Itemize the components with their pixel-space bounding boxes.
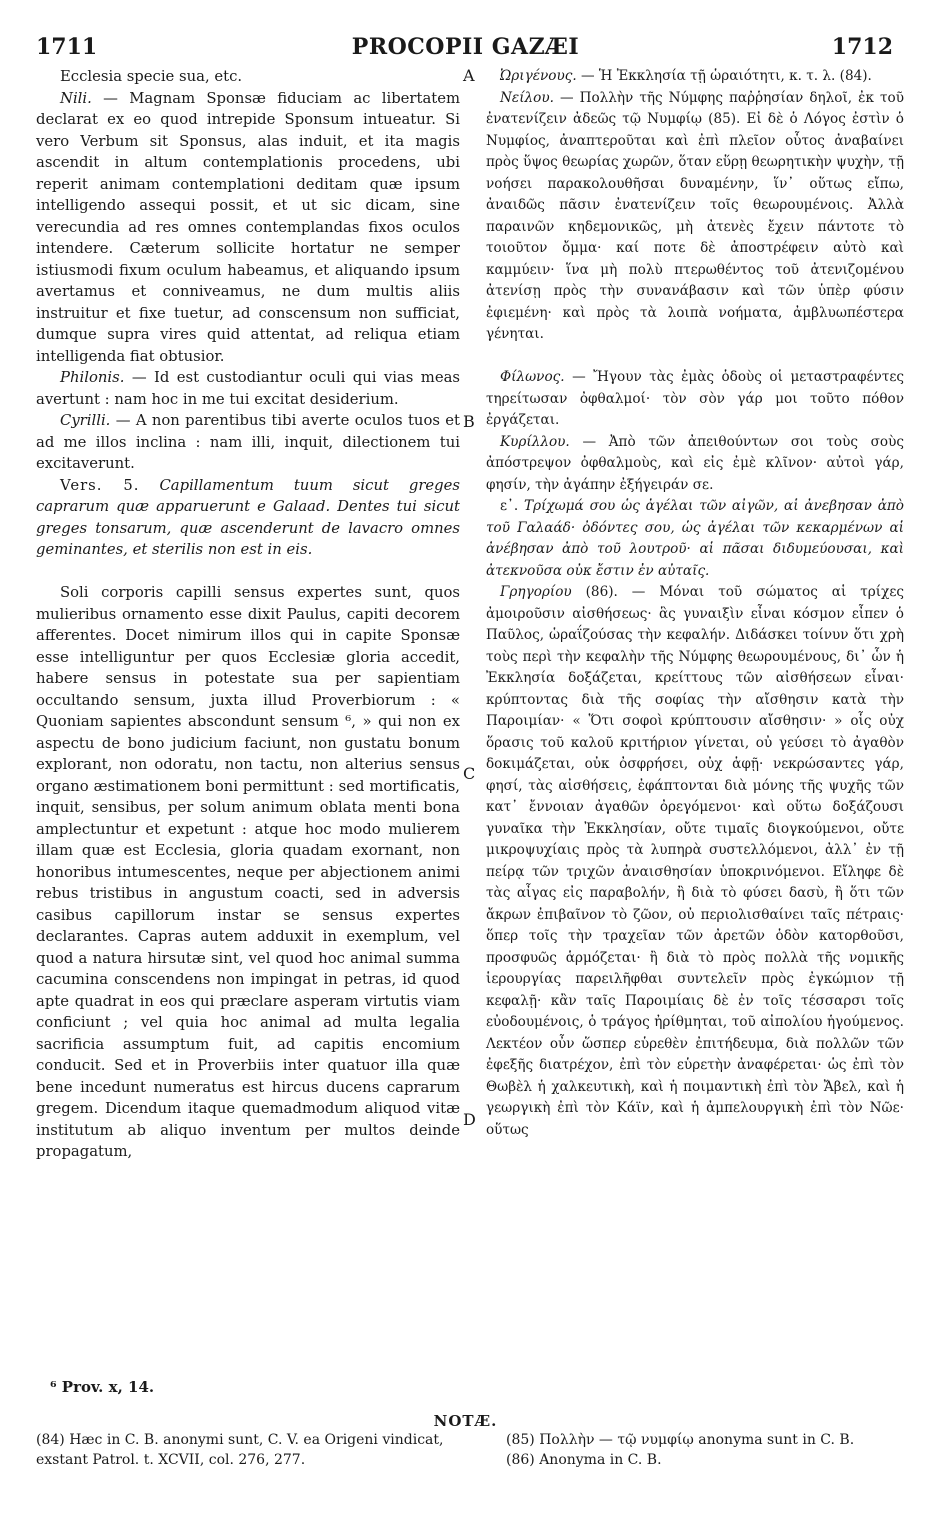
right-column-number: 1712 xyxy=(831,34,893,60)
paragraph-intro: Ecclesia specie sua, etc. xyxy=(60,68,243,85)
paragraph-gregory-text: (86). — Μόναι τοῦ σώματος αἱ τρίχες ἀμοιροῦσιν αἰσθήσεως· ἃς γυναιξὶν εἶναι κόσμον εἶπεν ὁ Παῦλος, ὡραΐζούσας τὴν κεφαλήν. Διδάσκει τοίνυν ὅτι χρὴ τοὺς περὶ τὴν κεφαλὴν τῆς Νύμφης θεωρουμένους, δι᾽ ὧν ἡ Ἐκκλησία δοξάζεται, κρείττους τῶν αἰσθήσεων εἶναι· κρύπτοντας διὰ τῆς σοφίας τὴν αἴσθησιν κατὰ τὴν Παροιμίαν· « Ὅτι σοφοὶ κρύπτουσιν αἴσθησιν· » οἷς οὐχ ὅρασις τοῦ καλοῦ κριτήριον γίνεται, οὐ γεύσει τὸ ἀγαθὸν δοκιμάζεται, οὐκ ὀσφρήσει, οὐχ ἁφῇ· νεκρώσαντες γάρ, φησί, τὰς αἰσθήσεις, ἐφάπτονται διὰ μόνης τῆς ψυχῆς τῶν κατ᾽ ἔννοιαν ἀγαθῶν ὀρεγόμενοι· καὶ οὕτω δοξάζουσι γυναῖκα τὴν Ἐκκλησίαν, οὔτε τιμαῖς διογκούμενοι, οὔτε μικροψυχίαις πρὸς τὰ λυπηρὰ συστελλόμενοι, ἀλλ᾽ ἐν τῇ πείρᾳ τῶν τριχῶν ἀναισθησίαν ὑποκρινόμενοι. Εἴληφε δὲ τὰς αἶγας εἰς παραβολήν, ἢ διὰ τὸ φύσει δασὺ, ἢ ὅτι τῶν ἄκρων ἐπιβαῖνον τὸ ζῶον, οὐ περιολισθαίνει ταῖς πέτραις· ὅπερ τοῖς τὴν τραχεῖαν τῶν ἀρετῶν ὁδὸν κατορθοῦσι, προσφυῶς ἁρμόζεται· ἢ διὰ τὸ πρὸς πολλὰ τῆς νομικῆς ἱερουργίας παρειλῆφθαι συντελεῖν πρὸς ἐγκώμιον τῇ κεφαλῇ· κἂν ταῖς Παροιμίαις δὲ ἐν τοῖς τέσσαρσι τοῖς εὐοδουμένοις, ὁ τράγος ἠρίθμηται, τοῦ αἰπολίου ἡγούμενος. Λεκτέον οὖν ὥσπερ εὑρεθὲν ἐπιτήδευμα, διὰ πολλῶν τῶν ἐφεξῆς διατρέχον, ἐπὶ τὸν εὑρετὴν ἀναφέρεται· ὡς ἐπὶ τὸν Θωβὲλ ἡ χαλκευτικὴ, καὶ ἡ ποιμαντικὴ ἐπὶ τὸν Ἄβελ, καὶ ἡ γεωργικὴ ἐπὶ τὸν Κάϊν, καὶ ἡ ἀμπελουργικὴ ἐπὶ τὸν Νῶε· οὕτως xyxy=(486,584,904,1138)
paragraph-gregory xyxy=(486,582,904,1141)
verse-label: Vers. 5. xyxy=(60,476,140,494)
paragraph-nilus xyxy=(486,88,904,346)
attribution-gregory: Γρηγορίου xyxy=(500,584,572,600)
note-85: (85) Πολλὴν — τῷ νυμφίῳ anonyma sunt in C. B. xyxy=(506,1432,855,1448)
paragraph-origen-text: — Ἡ Ἐκκλησία τῇ ὡραιότητι, κ. τ. λ. (84). xyxy=(576,68,872,84)
attribution-nilus: Νείλου. xyxy=(500,89,554,106)
greek-column xyxy=(486,66,904,1141)
paragraph-commentary: Soli corporis capilli sensus expertes sunt, quos mulieribus ornamento esse dixit Paulus, capiti decorem afferentes. Docet nimirum illos qui in capite Sponsæ esse intelliguntur per quos Ecclesiæ gloria accedit, habere sensus in potestate sua per sapientiam occultando sensum, juxta illud Proverbiorum : « Quoniam sapientes abscondunt sensum ⁶, » qui non ex aspectu de bono judicium faciunt, non gustatu bonum explorant, non odoratu, non tactu, non alterius sensus organo æstimationem boni permittunt : sed mortificatis, inquit, sensibus, per solum animum oblata menti bona amplectuntur et expetunt : atque hoc modo mulierem illam quæ est Ecclesia, gloria quadam exornant, non honoribus intumescentes, neque per abjectionem animi rebus tristibus in angustum coacti, sed in adversis casibus capillorum instar se sensus expertes declarantes. Capras autem adduxit in exemplum, vel quod a natura hirsutæ sint, vel quod hoc animal summa cacumina conscendens non impingat in petras, id quod apte quadrat in eos qui præclare asperam virtutis viam conficiunt ; vel quia hoc animal ad multa legalia sacrificia assumptum fuit, ad capitis encomium conducit. Sed et in Proverbiis inter quatuor illa quæ bene incedunt numeratus est hircus ducens caprarum gregem. Dicendum itaque quemadmodum aliquod vitæ institutum ab aliquo inventum per multos deinde propagatum, xyxy=(36,584,460,1160)
verse-text: Capillamentum tuum sicut greges caprarum quæ apparuerunt e Galaad. Dentes tui sicut greges tonsarum, quæ ascenderunt de lavacro omnes geminantes, et sterilis non est in eis. xyxy=(36,476,460,558)
attribution-philo: Φίλωνος. xyxy=(500,369,565,385)
notes-left xyxy=(36,1430,460,1470)
attribution-philonis: Philonis. xyxy=(60,369,125,386)
paragraph-nili xyxy=(36,88,460,368)
verse-5-greek xyxy=(486,496,904,582)
attribution-nili: Nili. xyxy=(60,89,92,107)
paragraph-cyrilli xyxy=(36,410,460,475)
paragraph-philo xyxy=(486,367,904,432)
running-title: PROCOPII GAZÆI xyxy=(351,34,580,60)
paragraph-nili-text: — Magnam Sponsæ fiduciam ac libertatem declarat ex eo quod intrepide Sponsum intueatur. Si vero Verbum sit Sponsus, alas induit, et ita magis ascendit in altum contemplationis procedens, ubi reperit animam contemplationi deditam quæ ipsum intelligendo assequi possit, et ut sic dicam, sine verecundia ad res omnes contemplandas fixos oculos intendere. Cæterum sollicite hortatur ne semper istiusmodi fixum oculum habeamus, et aliquando ipsum avertamus et conniveamus, ne dum multis aliis instruitur et fixe tuetur, ad conscensum non sufficiat, dumque supra vires quid attentat, ad reliqua etiam intelligenda fiat obtusior. xyxy=(36,89,460,365)
paragraph-cyril-text: — Ἀπὸ τῶν ἀπειθούντων σοι τοὺς σοὺς ἀπόστρεψον ὀφθαλμοὺς, καὶ εἰς ἐμὲ κλῖνον· αὐτοὶ γάρ, φησίν, τὴν ἀγάπην ἐξήγειράν σε. xyxy=(486,433,904,493)
latin-column xyxy=(36,66,460,1163)
verse-5-latin xyxy=(36,475,460,561)
paragraph-philo-text: — Ἤγουν τὰς ἐμὰς ὁδοὺς οἱ μεταστραφέντες τηρείτωσαν ὀφθαλμοί· τὸν σὸν γάρ μοι τοῦτο πόθον ἐργάζεται. xyxy=(486,369,904,428)
paragraph-nilus-text: — Πολλὴν τῆς Νύμφης παῤῥησίαν δηλοῖ, ἐκ τοῦ ἐνατενίζειν ἀδεῶς τῷ Νυμφίῳ (85). Εἰ δὲ ὁ Λόγος ἐστὶν ὁ Νυμφίος, ἀναπτεροῦται καὶ ἐπὶ πλεῖον οὗτος ἀναβαίνει πρὸς ὕψος θεωρίας χωρῶν, ὅταν εὕρῃ θεωρητικὴν ψυχὴν, τῇ νοήσει παρακολουθῆσαι δυναμένην, ἵν᾽ οὕτως εἴπω, ἀναιδῶς πᾶσιν ἐνατενίζειν τοῖς θεωρουμένοις. Ἀλλὰ παραινῶν κηδεμονικῶς, μὴ ἀτενὲς ἔχειν πάντοτε τὸ τοιοῦτον ὄμμα· καί ποτε δὲ ἀποστρέφειν αὐτὸ καὶ καμμύειν· ἵνα μὴ πολὺ πτερωθέντος τοῦ ἀτενιζομένου ἀτενίσῃ πρὸς τὴν συνανάβασιν καὶ τῶν ὑπὲρ φύσιν ἐφιεμένη· καὶ πρὸς τὰ λοιπὰ νοήματα, ἀμβλυωπέστερα γένηται. xyxy=(486,89,904,342)
note-86: (86) Anonyma in C. B. xyxy=(506,1452,662,1468)
margin-letter-a: A xyxy=(463,66,475,85)
paragraph-origen xyxy=(486,66,904,88)
attribution-origen: Ὠριγένους. xyxy=(500,68,577,84)
attribution-cyrilli: Cyrilli. xyxy=(60,412,111,429)
paragraph-philonis-text: — Id est custodiantur oculi qui vias meas avertunt : nam hoc in me tui excitat desiderium. xyxy=(36,369,460,408)
notae-heading: NOTÆ. xyxy=(433,1412,498,1430)
footnote-prov: ⁶ Prov. x, 14. xyxy=(50,1378,155,1396)
verse-greek-text: Τρίχωμά σου ὡς ἀγέλαι τῶν αἰγῶν, αἱ ἀνεβησαν ἀπὸ τοῦ Γαλαάδ· ὀδόντες σου, ὡς ἀγέλαι τῶν κεκαρμένων αἱ ἀνέβησαν ἀπὸ τοῦ λουτροῦ· αἱ πᾶσαι διδυμεύουσαι, καὶ ἀτεκνοῦσα οὐκ ἔστιν ἐν αὐταῖς. xyxy=(486,498,904,579)
margin-letter-b: B xyxy=(463,412,475,431)
note-84: (84) Hæc in C. B. anonymi sunt, C. V. ea Origeni vindicat, exstant Patrol. t. XCVII, col. 276, 277. xyxy=(36,1432,444,1468)
left-column-number: 1711 xyxy=(36,34,98,60)
margin-letter-d: D xyxy=(463,1110,476,1129)
paragraph-philonis xyxy=(36,367,460,410)
attribution-cyril: Κυρίλλου. xyxy=(500,433,570,450)
verse-number: ε᾽. xyxy=(500,498,519,514)
margin-letter-c: C xyxy=(463,764,476,783)
page-header xyxy=(0,34,931,64)
notes-right xyxy=(506,1430,904,1470)
paragraph-cyrilli-text: — A non parentibus tibi averte oculos tuos et ad me illos inclina : nam illi, inquit, dilectionem tui excitaverunt. xyxy=(36,412,460,472)
paragraph-cyril xyxy=(486,432,904,497)
